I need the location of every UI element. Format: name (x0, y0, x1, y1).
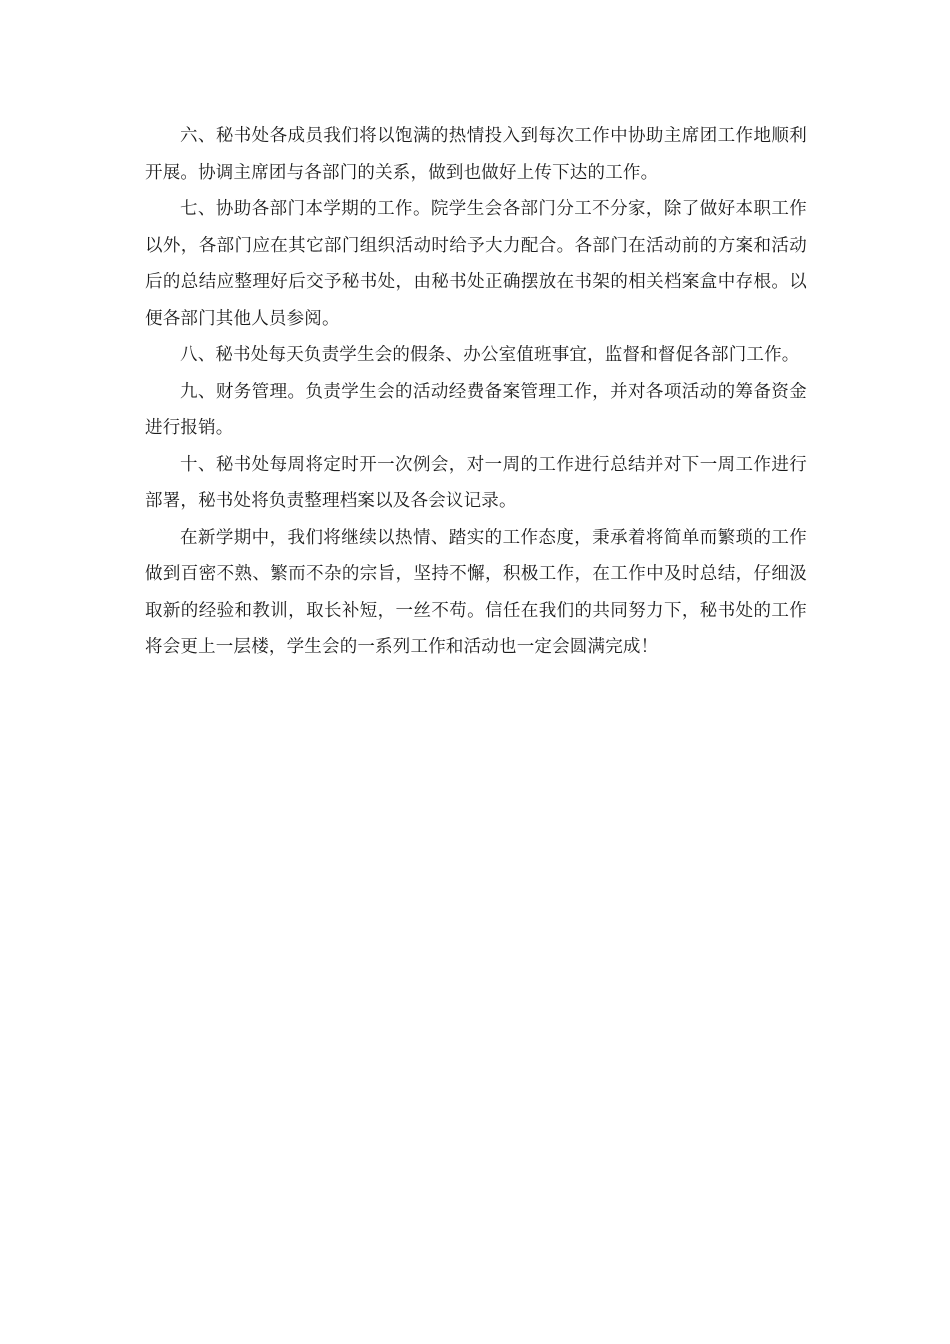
paragraph-nine: 九、财务管理。负责学生会的活动经费备案管理工作，并对各项活动的筹备资金进行报销。 (145, 381, 807, 438)
document-body (145, 118, 807, 666)
paragraph-ten: 十、秘书处每周将定时开一次例会，对一周的工作进行总结并对下一周工作进行部署，秘书处将负责整理档案以及各会议记录。 (145, 454, 807, 511)
paragraph-eight: 八、秘书处每天负责学生会的假条、办公室值班事宜，监督和督促各部门工作。 (180, 345, 800, 365)
paragraph-six: 六、秘书处各成员我们将以饱满的热情投入到每次工作中协助主席团工作地顺利开展。协调主席团与各部门的关系，做到也做好上传下达的工作。 (145, 126, 807, 183)
paragraph-seven: 七、协助各部门本学期的工作。院学生会各部门分工不分家，除了做好本职工作以外，各部门应在其它部门组织活动时给予大力配合。各部门在活动前的方案和活动后的总结应整理好后交予秘书处，由秘书处正确摆放在书架的相关档案盒中存根。以便各部门其他人员参阅。 (145, 199, 807, 329)
paragraph-conclusion: 在新学期中，我们将继续以热情、踏实的工作态度，秉承着将简单而繁琐的工作做到百密不熟、繁而不杂的宗旨，坚持不懈，积极工作，在工作中及时总结，仔细汲取新的经验和教训，取长补短，一丝不苟。信任在我们的共同努力下，秘书处的工作将会更上一层楼，学生会的一系列工作和活动也一定会圆满完成！ (145, 527, 807, 657)
